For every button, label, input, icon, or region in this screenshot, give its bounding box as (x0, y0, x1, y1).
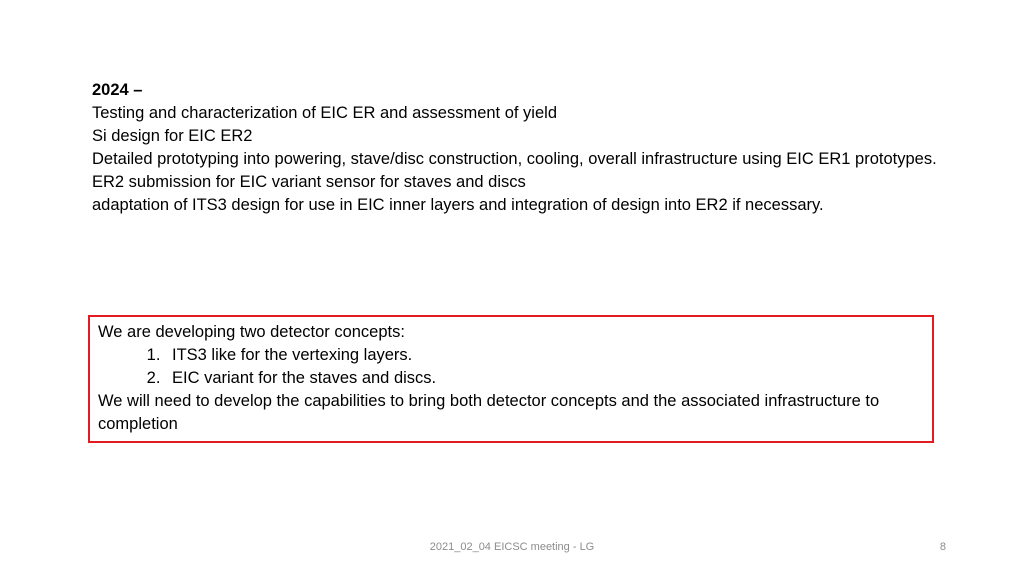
text-line: adaptation of ITS3 design for use in EIC inner layers and integration of design into ER2 if necessary. (92, 196, 824, 214)
text-line: Detailed prototyping into powering, stave/disc construction, cooling, overall infrastructure using EIC ER1 prototypes. (92, 150, 937, 168)
concept-item: 2. EIC variant for the staves and discs. (165, 367, 924, 390)
text-line: Si design for EIC ER2 (92, 127, 253, 145)
callout-conclusion: We will need to develop the capabilities to bring both detector concepts and the associated infrastructure to completion (98, 392, 880, 433)
main-text-block (92, 79, 992, 217)
concept-item: 1. ITS3 like for the vertexing layers. (165, 344, 924, 367)
section-heading: 2024 – (92, 81, 143, 99)
page-number: 8 (939, 541, 946, 553)
footer-text: 2021_02_04 EICSC meeting - LG (429, 541, 595, 553)
text-line: Testing and characterization of EIC ER and assessment of yield (92, 104, 557, 122)
callout-intro: We are developing two detector concepts: (98, 323, 405, 341)
concept-list (98, 344, 924, 390)
callout-box (88, 315, 934, 443)
text-line: ER2 submission for EIC variant sensor for staves and discs (92, 173, 526, 191)
